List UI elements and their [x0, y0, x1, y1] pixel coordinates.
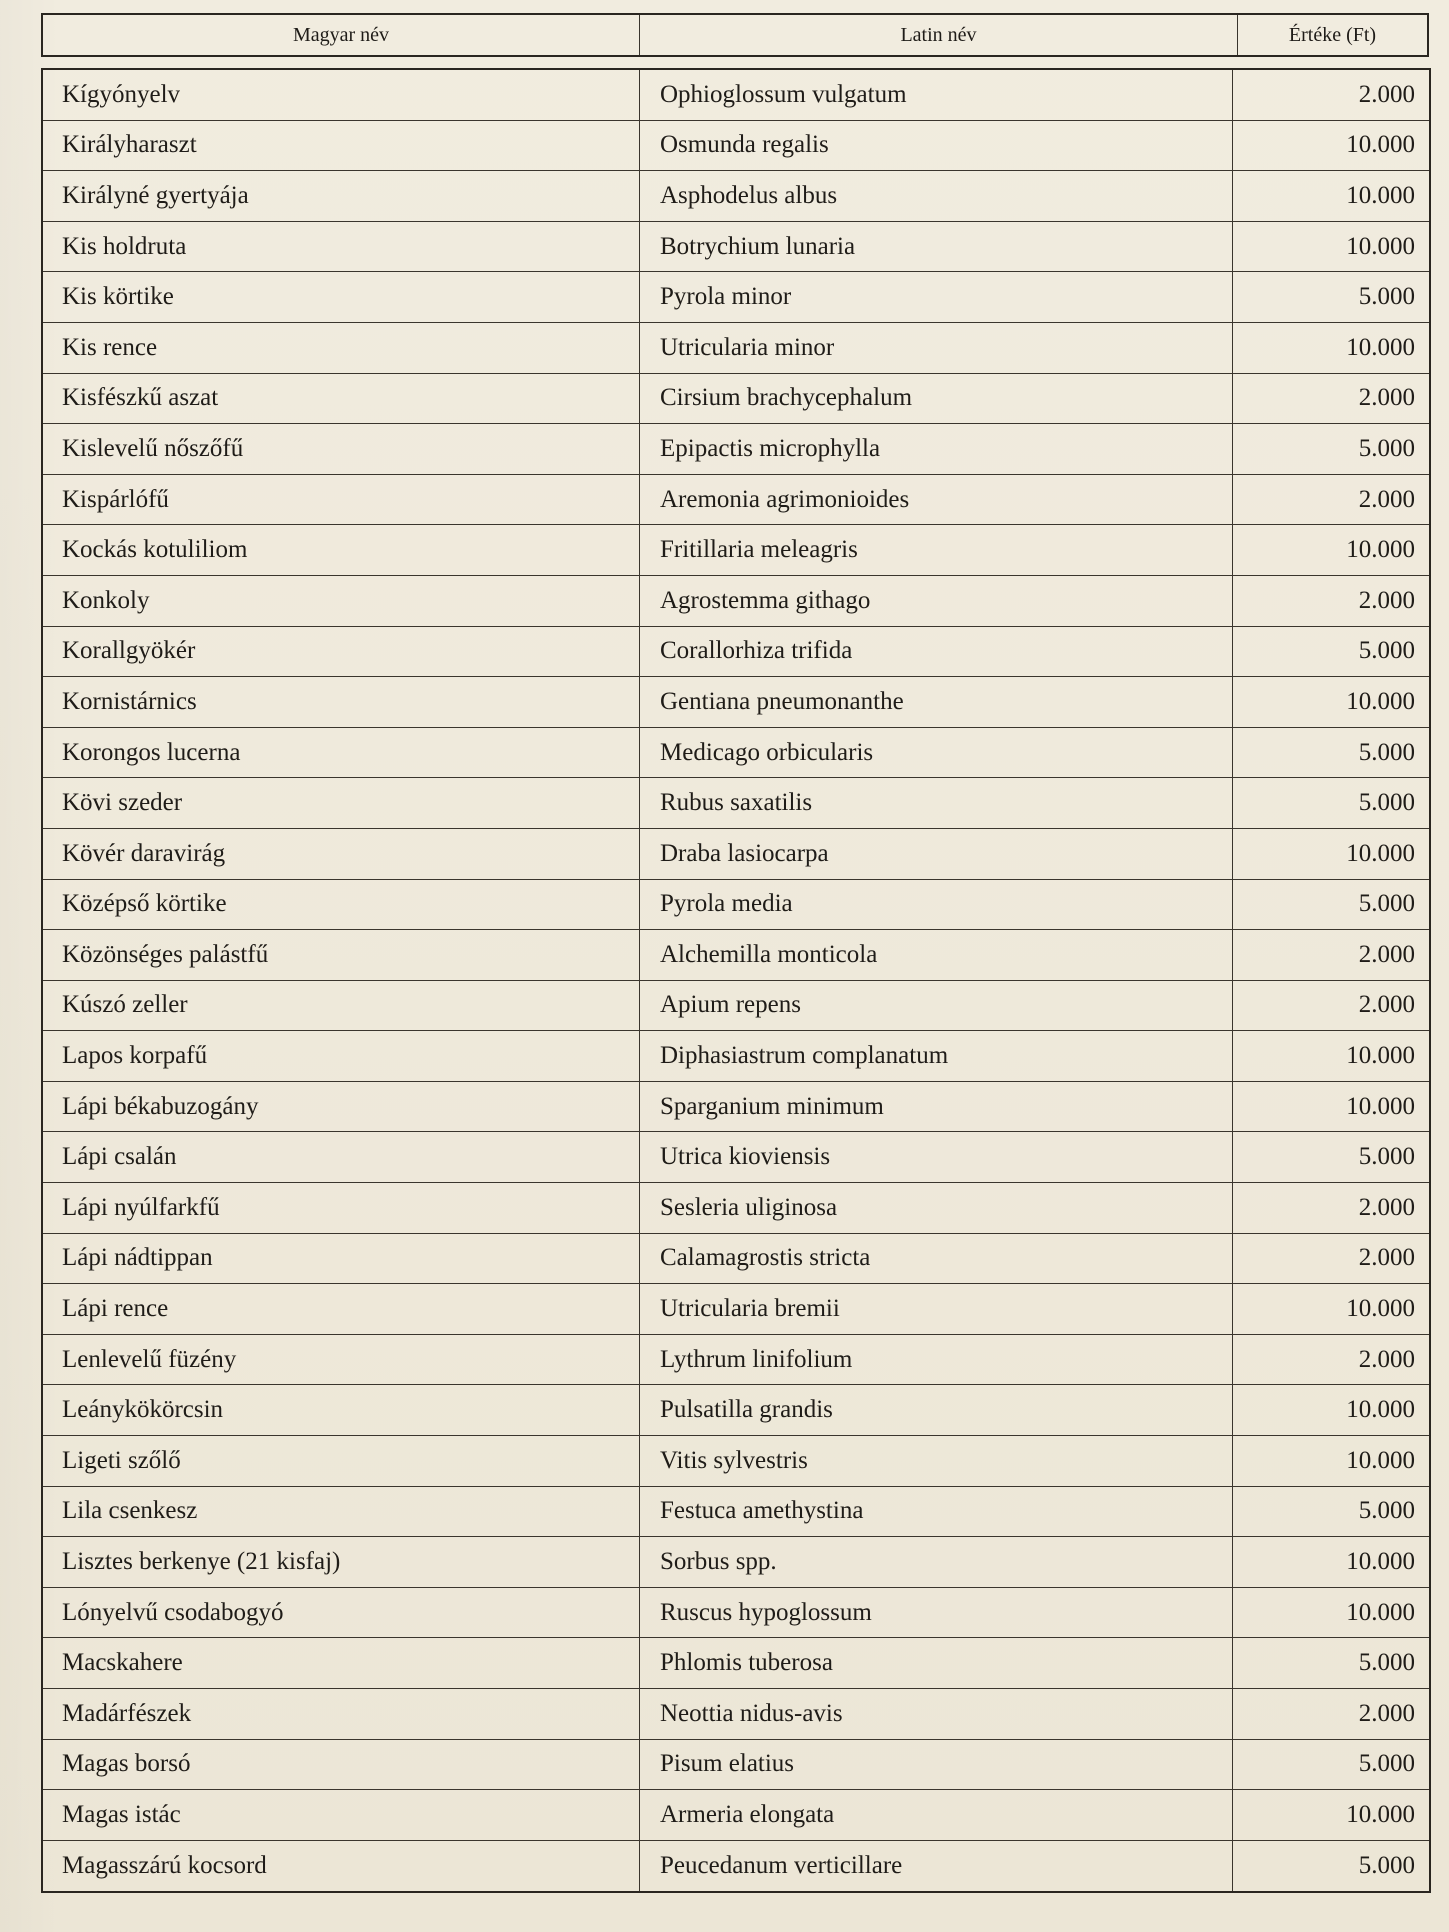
value-cell: 5.000	[1358, 1497, 1415, 1525]
value-cell: 10.000	[1346, 1042, 1415, 1070]
hungarian-name-cell: Kockás kotuliliom	[43, 525, 640, 575]
latin-name-cell: Aremonia agrimonioides	[640, 475, 1233, 525]
value-cell: 10.000	[1346, 536, 1415, 564]
hungarian-name-cell: Lapos korpafű	[43, 1031, 640, 1081]
value-cell: 2.000	[1358, 940, 1415, 968]
value-cell: 2.000	[1358, 1193, 1415, 1221]
species-value-table	[41, 68, 1431, 1893]
table-row	[43, 1385, 1429, 1436]
hungarian-name-cell: Korongos lucerna	[43, 728, 640, 778]
hungarian-name-cell: Kis körtike	[43, 272, 640, 322]
latin-name-cell: Alchemilla monticola	[640, 930, 1233, 980]
table-row	[43, 1588, 1429, 1639]
table-row	[43, 70, 1429, 121]
latin-name-cell: Gentiana pneumonanthe	[640, 677, 1233, 727]
latin-name-cell: Utrica kioviensis	[640, 1132, 1233, 1182]
latin-name-cell: Ruscus hypoglossum	[640, 1588, 1233, 1638]
table-row	[43, 171, 1429, 222]
latin-name-cell: Corallorhiza trifida	[640, 627, 1233, 677]
table-row	[43, 1740, 1429, 1791]
table-row	[43, 981, 1429, 1032]
latin-name-cell: Festuca amethystina	[640, 1487, 1233, 1537]
hungarian-name-cell: Korallgyökér	[43, 627, 640, 677]
hungarian-name-cell: Királyharaszt	[43, 121, 640, 171]
table-header	[41, 13, 1429, 57]
value-cell: 10.000	[1346, 181, 1415, 209]
value-cell: 5.000	[1358, 1649, 1415, 1677]
hungarian-name-cell: Kövér daravirág	[43, 829, 640, 879]
table-row	[43, 1031, 1429, 1082]
header-hungarian-name: Magyar név	[43, 15, 640, 55]
value-cell: 10.000	[1346, 1548, 1415, 1576]
value-cell: 10.000	[1346, 131, 1415, 159]
hungarian-name-cell: Lápi csalán	[43, 1132, 640, 1182]
value-cell: 10.000	[1346, 1396, 1415, 1424]
latin-name-cell: Sorbus spp.	[640, 1537, 1233, 1587]
table-row	[43, 1183, 1429, 1234]
latin-name-cell: Cirsium brachycephalum	[640, 374, 1233, 424]
value-cell: 10.000	[1346, 1598, 1415, 1626]
latin-name-cell: Utricularia minor	[640, 323, 1233, 373]
table-row	[43, 880, 1429, 931]
hungarian-name-cell: Magas borsó	[43, 1740, 640, 1790]
latin-name-cell: Asphodelus albus	[640, 171, 1233, 221]
table-row	[43, 930, 1429, 981]
table-row	[43, 1284, 1429, 1335]
latin-name-cell: Peucedanum verticillare	[640, 1841, 1233, 1892]
table-row	[43, 475, 1429, 526]
latin-name-cell: Pyrola media	[640, 880, 1233, 930]
hungarian-name-cell: Magasszárú kocsord	[43, 1841, 640, 1892]
hungarian-name-cell: Kis holdruta	[43, 222, 640, 272]
hungarian-name-cell: Közönséges palástfű	[43, 930, 640, 980]
table-row	[43, 1638, 1429, 1689]
value-cell: 2.000	[1358, 586, 1415, 614]
table-row	[43, 222, 1429, 273]
value-cell: 10.000	[1346, 333, 1415, 361]
latin-name-cell: Pulsatilla grandis	[640, 1385, 1233, 1435]
value-cell: 2.000	[1358, 1699, 1415, 1727]
table-row	[43, 121, 1429, 172]
hungarian-name-cell: Lápi rence	[43, 1284, 640, 1334]
latin-name-cell: Epipactis microphylla	[640, 424, 1233, 474]
hungarian-name-cell: Királyné gyertyája	[43, 171, 640, 221]
table-row	[43, 1487, 1429, 1538]
value-cell: 10.000	[1346, 839, 1415, 867]
hungarian-name-cell: Középső körtike	[43, 880, 640, 930]
value-cell: 2.000	[1358, 1345, 1415, 1373]
hungarian-name-cell: Lápi békabuzogány	[43, 1082, 640, 1132]
value-cell: 5.000	[1358, 637, 1415, 665]
hungarian-name-cell: Kislevelű nőszőfű	[43, 424, 640, 474]
value-cell: 10.000	[1346, 1446, 1415, 1474]
hungarian-name-cell: Lenlevelű füzény	[43, 1335, 640, 1385]
latin-name-cell: Phlomis tuberosa	[640, 1638, 1233, 1688]
table-row	[43, 1082, 1429, 1133]
latin-name-cell: Rubus saxatilis	[640, 778, 1233, 828]
hungarian-name-cell: Lápi nyúlfarkfű	[43, 1183, 640, 1233]
table-row	[43, 1689, 1429, 1740]
table-row	[43, 829, 1429, 880]
hungarian-name-cell: Kövi szeder	[43, 778, 640, 828]
latin-name-cell: Sesleria uliginosa	[640, 1183, 1233, 1233]
table-row	[43, 374, 1429, 425]
value-cell: 5.000	[1358, 890, 1415, 918]
hungarian-name-cell: Kúszó zeller	[43, 981, 640, 1031]
table-row	[43, 1335, 1429, 1386]
value-cell: 5.000	[1358, 1143, 1415, 1171]
latin-name-cell: Lythrum linifolium	[640, 1335, 1233, 1385]
value-cell: 5.000	[1358, 789, 1415, 817]
table-row	[43, 728, 1429, 779]
value-cell: 10.000	[1346, 232, 1415, 260]
table-row	[43, 323, 1429, 374]
table-row	[43, 1234, 1429, 1285]
table-row	[43, 525, 1429, 576]
hungarian-name-cell: Leánykökörcsin	[43, 1385, 640, 1435]
table-row	[43, 424, 1429, 475]
latin-name-cell: Botrychium lunaria	[640, 222, 1233, 272]
latin-name-cell: Neottia nidus-avis	[640, 1689, 1233, 1739]
latin-name-cell: Draba lasiocarpa	[640, 829, 1233, 879]
value-cell: 10.000	[1346, 1092, 1415, 1120]
value-cell: 2.000	[1358, 485, 1415, 513]
hungarian-name-cell: Lisztes berkenye (21 kisfaj)	[43, 1537, 640, 1587]
latin-name-cell: Sparganium minimum	[640, 1082, 1233, 1132]
value-cell: 5.000	[1358, 738, 1415, 766]
table-row	[43, 272, 1429, 323]
latin-name-cell: Osmunda regalis	[640, 121, 1233, 171]
hungarian-name-cell: Lónyelvű csodabogyó	[43, 1588, 640, 1638]
table-row	[43, 1841, 1429, 1892]
hungarian-name-cell: Madárfészek	[43, 1689, 640, 1739]
hungarian-name-cell: Kisfészkű aszat	[43, 374, 640, 424]
hungarian-name-cell: Konkoly	[43, 576, 640, 626]
latin-name-cell: Armeria elongata	[640, 1790, 1233, 1840]
table-row	[43, 627, 1429, 678]
value-cell: 2.000	[1358, 991, 1415, 1019]
hungarian-name-cell: Lápi nádtippan	[43, 1234, 640, 1284]
value-cell: 5.000	[1358, 434, 1415, 462]
value-cell: 2.000	[1358, 1244, 1415, 1272]
header-value: Értéke (Ft)	[1288, 23, 1377, 46]
latin-name-cell: Pyrola minor	[640, 272, 1233, 322]
latin-name-cell: Vitis sylvestris	[640, 1436, 1233, 1486]
hungarian-name-cell: Macskahere	[43, 1638, 640, 1688]
value-cell: 5.000	[1358, 283, 1415, 311]
table-row	[43, 677, 1429, 728]
hungarian-name-cell: Kis rence	[43, 323, 640, 373]
value-cell: 5.000	[1358, 1852, 1415, 1880]
hungarian-name-cell: Kispárlófű	[43, 475, 640, 525]
header-latin-name: Latin név	[640, 15, 1238, 55]
table-row	[43, 1537, 1429, 1588]
table-row	[43, 1132, 1429, 1183]
hungarian-name-cell: Lila csenkesz	[43, 1487, 640, 1537]
value-cell: 10.000	[1346, 1800, 1415, 1828]
value-cell: 10.000	[1346, 687, 1415, 715]
latin-name-cell: Fritillaria meleagris	[640, 525, 1233, 575]
hungarian-name-cell: Ligeti szőlő	[43, 1436, 640, 1486]
latin-name-cell: Pisum elatius	[640, 1740, 1233, 1790]
latin-name-cell: Apium repens	[640, 981, 1233, 1031]
table-row	[43, 778, 1429, 829]
value-cell: 10.000	[1346, 1295, 1415, 1323]
table-row	[43, 576, 1429, 627]
hungarian-name-cell: Magas istác	[43, 1790, 640, 1840]
latin-name-cell: Calamagrostis stricta	[640, 1234, 1233, 1284]
value-cell: 5.000	[1358, 1750, 1415, 1778]
latin-name-cell: Utricularia bremii	[640, 1284, 1233, 1334]
latin-name-cell: Diphasiastrum complanatum	[640, 1031, 1233, 1081]
hungarian-name-cell: Kornistárnics	[43, 677, 640, 727]
latin-name-cell: Agrostemma githago	[640, 576, 1233, 626]
value-cell: 2.000	[1358, 384, 1415, 412]
table-row	[43, 1790, 1429, 1841]
table-row	[43, 1436, 1429, 1487]
value-cell: 2.000	[1358, 80, 1415, 108]
latin-name-cell: Ophioglossum vulgatum	[640, 70, 1233, 120]
hungarian-name-cell: Kígyónyelv	[43, 70, 640, 120]
latin-name-cell: Medicago orbicularis	[640, 728, 1233, 778]
